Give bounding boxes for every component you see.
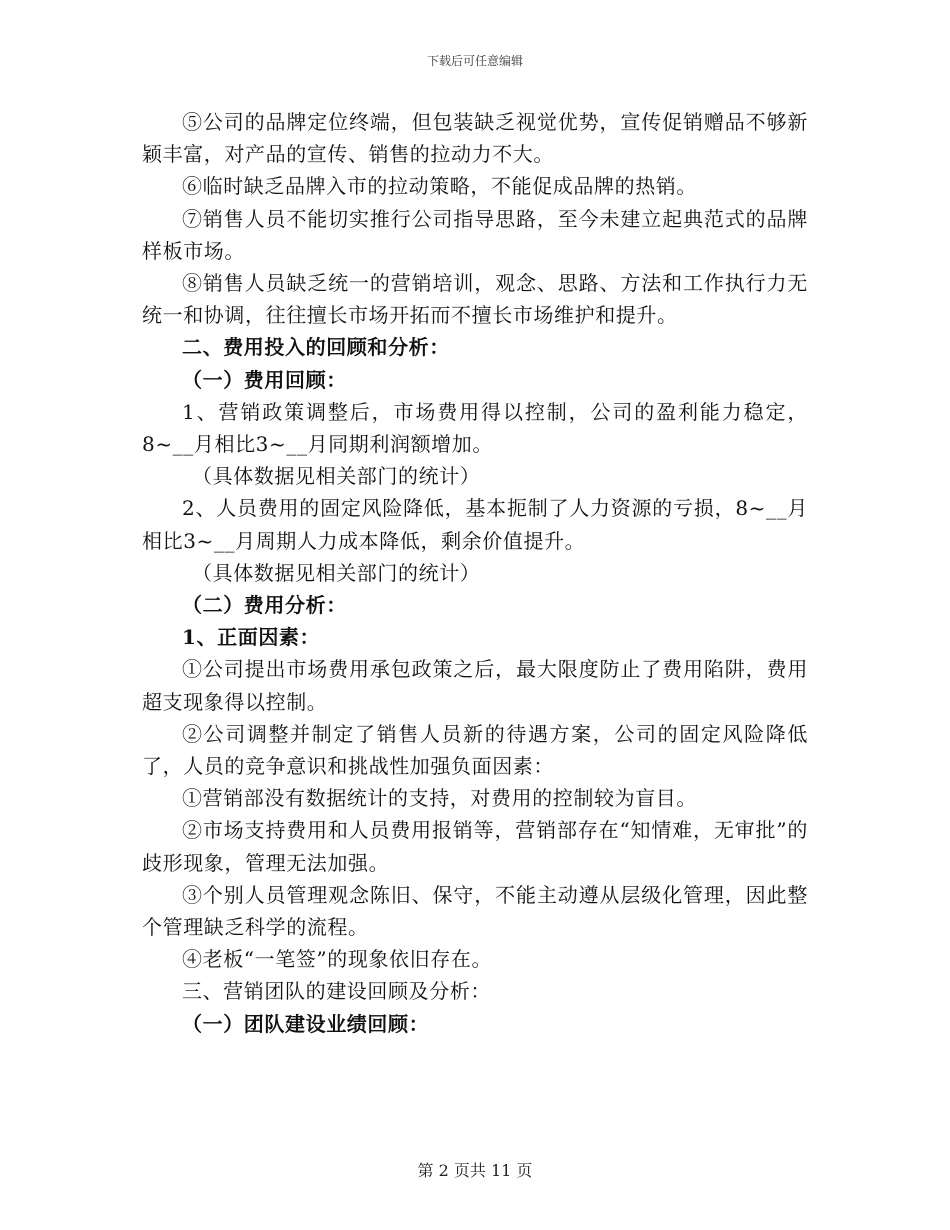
page-footer: 第 2 页共 11 页	[417, 1161, 533, 1180]
subsection-heading-cost-review: （一）费用回顾：	[182, 367, 347, 392]
subsection-heading-cost-analysis: （二）费用分析：	[182, 593, 347, 618]
section-heading-3: 三、营销团队的建设回顾及分析：	[182, 979, 491, 1004]
paragraph-negative-3: ③个别人员管理观念陈旧、保守，不能主动遵从层级化管理，因此整个管理缺乏科学的流程。	[142, 882, 808, 940]
paragraph-item-5: ⑤公司的品牌定位终端，但包装缺乏视觉优势，宣传促销赠品不够新颖丰富，对产品的宣传、销售的拉动力不大。	[142, 110, 808, 167]
paragraph-positive-2: ②公司调整并制定了销售人员新的待遇方案，公司的固定风险降低了，人员的竞争意识和挑战性加强负面因素：	[142, 721, 808, 779]
paragraph-item-6: ⑥临时缺乏品牌入市的拉动策略，不能促成品牌的热销。	[182, 174, 697, 199]
paragraph-cost-review-1: 1、营销政策调整后，市场费用得以控制，公司的盈利能力稳定，8~__月相比3~__月同期利润额增加。	[142, 399, 808, 457]
document-body	[142, 106, 808, 1040]
page-header: 下载后可任意编辑	[426, 54, 523, 68]
paragraph-note-2: （具体数据见相关部门的统计）	[192, 560, 481, 585]
paragraph-item-8: ⑧销售人员缺乏统一的营销培训，观念、思路、方法和工作执行力无统一和协调，往往擅长市场开拓而不擅长市场维护和提升。	[142, 271, 808, 328]
paragraph-note-1: （具体数据见相关部门的统计）	[192, 464, 481, 489]
heading-positive-factors: 1、正面因素：	[182, 625, 321, 650]
paragraph-positive-1: ①公司提出市场费用承包政策之后，最大限度防止了费用陷阱，费用超支现象得以控制。	[142, 657, 808, 714]
paragraph-negative-1: ①营销部没有数据统计的支持，对费用的控制较为盲目。	[182, 786, 697, 811]
paragraph-item-7: ⑦销售人员不能切实推行公司指导思路，至今未建立起典范式的品牌样板市场。	[142, 206, 808, 263]
section-heading-2: 二、费用投入的回顾和分析：	[182, 335, 450, 360]
paragraph-negative-4: ④老板“一笔签”的现象依旧存在。	[182, 947, 493, 972]
paragraph-cost-review-2: 2、人员费用的固定风险降低，基本扼制了人力资源的亏损，8~__月相比3~__月周期人力成本降低，剩余价值提升。	[142, 496, 808, 553]
subsection-heading-team-review: （一）团队建设业绩回顾：	[182, 1011, 430, 1036]
paragraph-negative-2: ②市场支持费用和人员费用报销等，营销部存在“知情难，无审批”的歧形现象，管理无法加强。	[142, 818, 808, 875]
